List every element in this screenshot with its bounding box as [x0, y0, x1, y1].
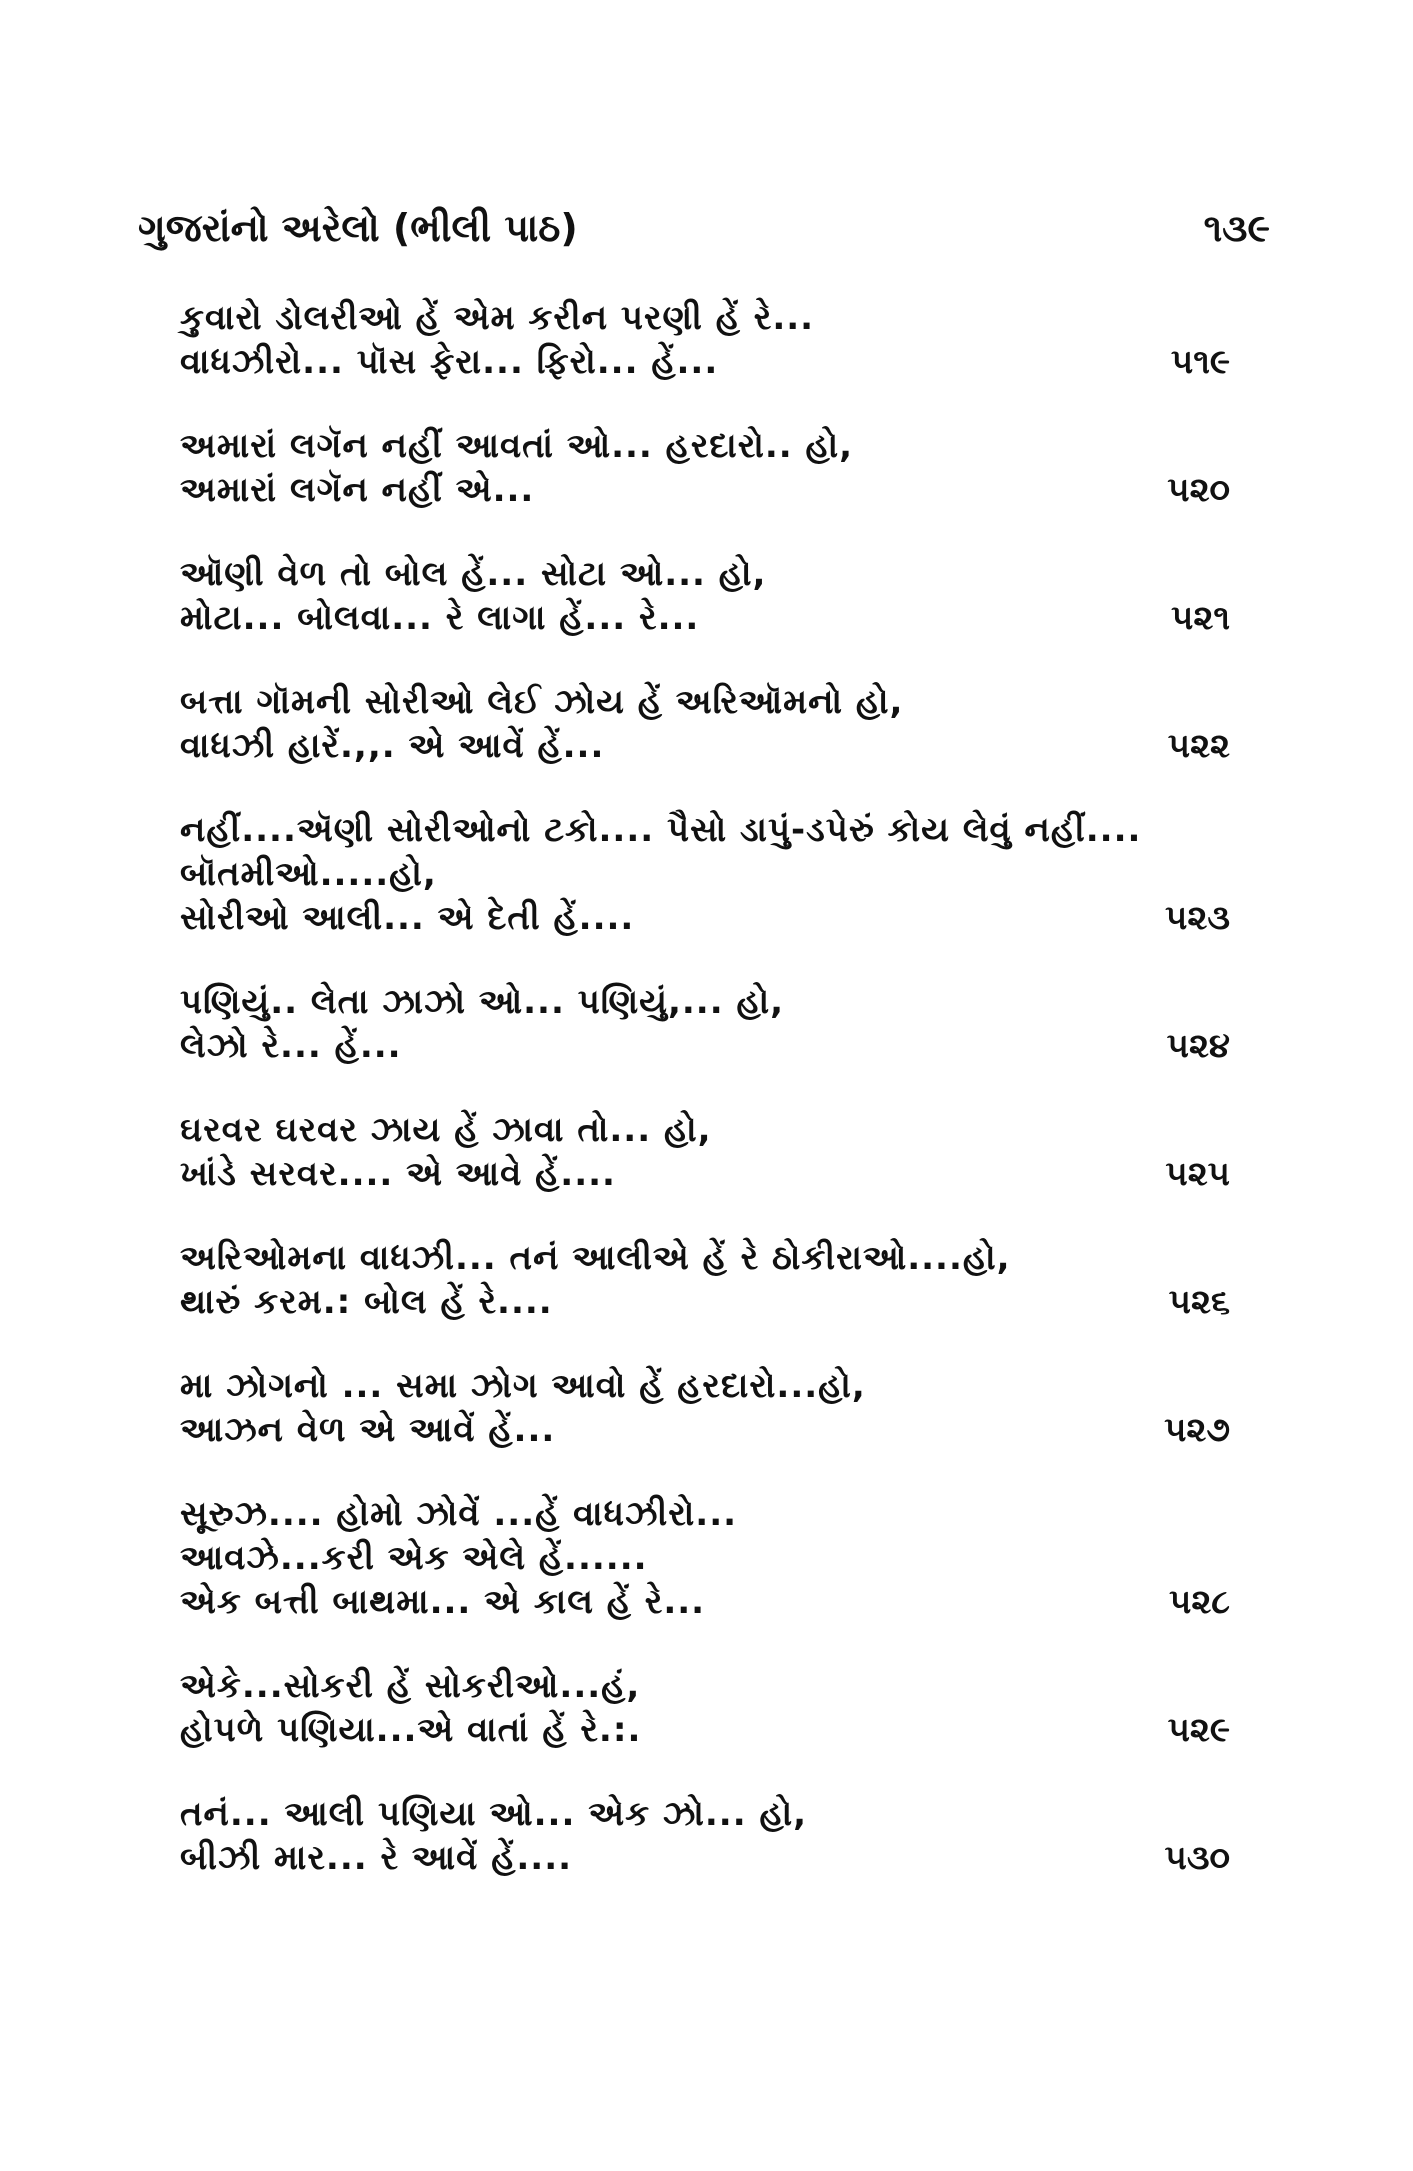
verse-number: ૫૨૦	[1167, 470, 1230, 510]
verse-line: બૉતમીઓ.....હો,	[180, 854, 437, 894]
verse-number: ૫૨૮	[1169, 1582, 1230, 1622]
verse-line: બીઝી માર... રે આવેં હેં....	[180, 1838, 573, 1878]
verse-line: ઘરવર ઘરવર ઝાય હેં ઝાવા તો... હો,	[180, 1110, 712, 1150]
verse-number: ૫૧૯	[1170, 342, 1230, 382]
verse-line: એક બત્તી બાથમા... એ કાલ હેં રે...	[180, 1582, 706, 1622]
verse-line: મોટા... બોલવા... રે લાગા હેં... રે...	[180, 598, 700, 638]
stanza	[180, 1664, 1230, 1752]
verse-number: ૫૨૩	[1165, 898, 1230, 938]
verse-line: સોરીઓ આલી... એ દેતી હેં....	[180, 898, 635, 938]
stanza	[180, 1108, 1230, 1196]
stanza	[180, 424, 1230, 512]
verse-line: હોપળે પણિયા...એ વાતાં હેં રે.:.	[180, 1710, 642, 1750]
page-number: ૧૩૯	[1203, 206, 1270, 250]
verse-number: ૫૨૧	[1171, 598, 1230, 638]
verse-line: પણિયું.. લેતા ઝાઝો ઓ... પણિયું,... હો,	[180, 982, 785, 1022]
stanza	[180, 1364, 1230, 1452]
verse-number: ૫૨૬	[1168, 1282, 1230, 1322]
verse-line: થારું કરમ.: બોલ હેં રે....	[180, 1282, 553, 1322]
verse-line: વાધઝીરો... પૉસ ફેરા... ફિરો... હેં...	[180, 342, 719, 382]
verse-line: અરિઓમના વાધઝી... તનં આલીએ હેં રે ઠોકીરાઓ....હો,	[180, 1238, 1011, 1278]
chapter-title: ગુજરાંનો અરેલો (ભીલી પાઠ)	[138, 206, 578, 250]
verse-line: મા ઝોગનો ... સમા ઝોગ આવો હેં હરદારો...હો,	[180, 1366, 866, 1406]
stanza	[180, 808, 1230, 940]
verse-line: વાધઝી હારેં.,,. એ આવેં હેં...	[180, 726, 605, 766]
stanza	[180, 680, 1230, 768]
verse-list	[180, 296, 1230, 1920]
stanza	[180, 1236, 1230, 1324]
verse-number: ૫૨૨	[1167, 726, 1230, 766]
verse-line: એકે...સોકરી હેં સોકરીઓ...હં,	[180, 1666, 641, 1706]
verse-line: કુવારો ડોલરીઓ હેં એમ કરીન પરણી હેં રે...	[180, 298, 815, 338]
verse-line: સૂરુઝ.... હોમો ઝોવેં ...હેં વાધઝીરો...	[180, 1494, 738, 1534]
verse-line: અમારાં લગૅન નહીં આવતાં ઓ... હરદારો.. હો,	[180, 426, 854, 466]
verse-line: લેઝો રે... હેં...	[180, 1026, 402, 1066]
verse-number: ૫૨૫	[1165, 1154, 1230, 1194]
verse-line: અમારાં લગૅન નહીં એ...	[180, 470, 535, 510]
running-head	[138, 198, 1270, 258]
stanza	[180, 552, 1230, 640]
stanza	[180, 296, 1230, 384]
stanza	[180, 1492, 1230, 1624]
verse-line: ઑણી વેળ તો બોલ હેં... સોટા ઓ... હો,	[180, 554, 767, 594]
stanza	[180, 1792, 1230, 1880]
verse-line: નહીં....ઍણી સોરીઓનો ટકો.... પૈસો ડાપું-ડપેરું કોય લેવું નહીં....	[180, 810, 1142, 850]
verse-line: ખાંડે સરવર.... એ આવે હેં....	[180, 1154, 616, 1194]
verse-line: તનં... આલી પણિયા ઓ... એક ઝો... હો,	[180, 1794, 808, 1834]
verse-line: બત્તા ગૉમની સોરીઓ લેઈ ઝોય હેં અરિઑમનો હો,	[180, 682, 904, 722]
verse-number: ૫૨૪	[1166, 1026, 1230, 1066]
stanza	[180, 980, 1230, 1068]
verse-line: આઝન વેળ એ આવેં હેં...	[180, 1410, 556, 1450]
verse-number: ૫૩૦	[1164, 1838, 1230, 1878]
verse-number: ૫૨૯	[1167, 1710, 1230, 1750]
verse-line: આવઝે...કરી એક એલે હેં......	[180, 1538, 648, 1578]
verse-number: ૫૨૭	[1164, 1410, 1230, 1450]
